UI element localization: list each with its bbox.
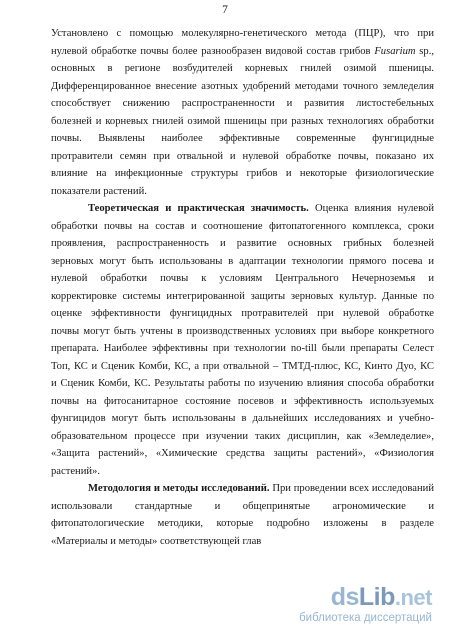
text-line: и Сценик Комби, КС. Результаты работы по изучению влияния способа обработки <box>51 378 434 389</box>
text-line: нулевой обработке почвы более разнообразен видовой состав грибов Fusarium sp., <box>51 45 434 57</box>
text-line: почвы могут быть учтены в производственных условиях при выборе конкретного <box>51 325 434 337</box>
text-line: почвы. Выявлены наиболее эффективные современные фунгицидные <box>51 133 434 144</box>
text-line: нулевой обработки почвы к условиям Центрального Нечерноземья и <box>51 273 434 284</box>
text-line: почвы на фитосанитарное состояние посевов и эффективность используемых <box>51 395 434 407</box>
text-line: зерновых могут быть использованы в адаптации технологии прямого посева и <box>51 255 434 267</box>
text-line: Методология и методы исследований. При проведении всех исследований <box>88 483 435 494</box>
document-body <box>51 25 434 550</box>
text-line: болезней и корневых гнилей озимой пшеницы при разных технологиях обработки <box>51 115 434 127</box>
text-line: проявления, распространенность и развитие основных грибных болезней <box>51 238 434 249</box>
text-line: «Защита растений», «Химические средства защиты растений», «Физиология <box>51 448 434 459</box>
text-line: фунгицидов могут быть использованы в дальнейших исследованиях и учебно- <box>51 413 434 424</box>
watermark-logo <box>272 583 432 629</box>
watermark-wordmark: dsLib.net <box>330 583 432 611</box>
page-number: 7 <box>222 4 228 16</box>
text-line: фитопатологические методики, которые подробно изложены в разделе <box>51 518 434 529</box>
text-line: корректировке системы интегрированной защиты зерновых культур. Данные по <box>51 290 434 302</box>
text-line: показатели растений. <box>51 185 147 197</box>
text-line: влияние на инфекционные структуры грибов и некоторые физиологические <box>51 168 434 179</box>
text-line: оценке эффективности фунгицидных протравителей при нулевой обработке <box>51 308 434 319</box>
text-line: Дифференцированное внесение азотных удобрений методами точного земледелия <box>51 80 434 92</box>
text-line: использовали стандартные и общепринятые агрономические и <box>51 500 434 512</box>
text-line: препарата. Наиболее эффективны при технологии no-till были препараты Селест <box>51 343 434 354</box>
text-line: «Материалы и методы» соответствующей глав <box>51 535 262 547</box>
text-line: образовательном процессе при изучении таких дисциплин, как «Земледелие», <box>51 430 434 442</box>
text-line: обработки почвы на состав и соотношение фитопатогенного комплекса, сроки <box>51 220 434 232</box>
text-line: основных в регионе возбудителей корневых гнилей озимой пшеницы. <box>51 63 434 74</box>
text-line: протравители семян при отвальной и нулевой обработке почвы, показано их <box>51 150 434 162</box>
text-line: Установлено с помощью молекулярно-генетического метода (ПЦР), что при <box>51 28 434 39</box>
text-line: Топ, КС и Сценик Комби, КС, а при отвальной – ТМТД-плюс, КС, Кинто Дуо, КС <box>51 360 434 372</box>
text-line: способствует снижению распространенности и развития листостебельных <box>51 98 434 109</box>
watermark-subtitle: библиотека диссертаций <box>299 612 432 624</box>
text-line: Теоретическая и практическая значимость. Оценка влияния нулевой <box>88 203 434 214</box>
text-line: растений». <box>51 465 100 477</box>
